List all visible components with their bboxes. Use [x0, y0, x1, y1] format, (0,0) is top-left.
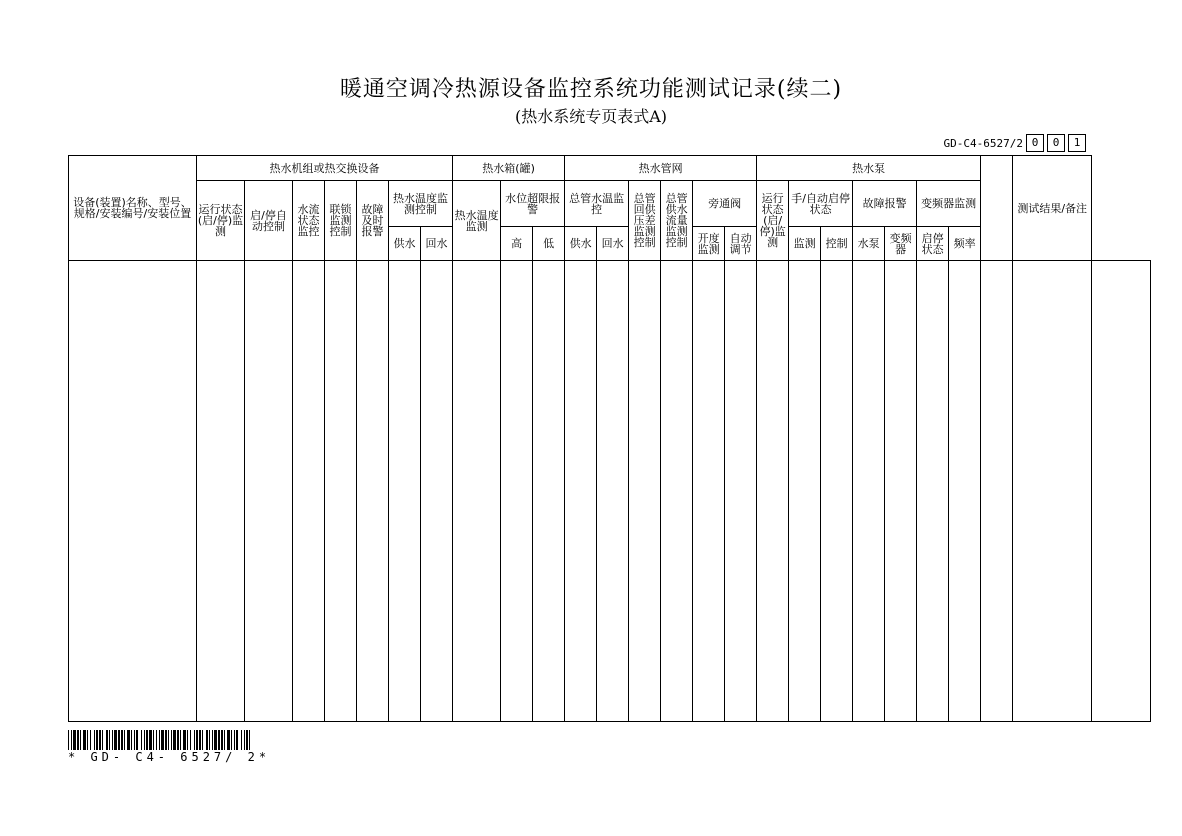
hu-interlock: 联锁监测控制	[325, 181, 357, 261]
body-cell[interactable]	[853, 261, 885, 722]
body-cell[interactable]	[245, 261, 293, 722]
body-cell[interactable]	[69, 261, 197, 722]
blank-column-header	[981, 156, 1013, 261]
pump-control: 控制	[821, 227, 853, 261]
pump-run-status: 运行状态(启/停)监测	[757, 181, 789, 261]
pipe-flow: 总管供水流量监测控制	[661, 181, 693, 261]
body-cell[interactable]	[389, 261, 421, 722]
body-cell[interactable]	[821, 261, 853, 722]
body-cell[interactable]	[693, 261, 725, 722]
page-box-1[interactable]: 0	[1026, 134, 1044, 152]
body-cell[interactable]	[1092, 261, 1151, 722]
body-cell[interactable]	[725, 261, 757, 722]
tank-low: 低	[533, 227, 565, 261]
body-cell[interactable]	[501, 261, 533, 722]
body-cell[interactable]	[325, 261, 357, 722]
fault-pump: 水泵	[853, 227, 885, 261]
tank-high: 高	[501, 227, 533, 261]
hu-water-flow: 水流状态监控	[293, 181, 325, 261]
barcode	[68, 730, 250, 750]
body-cell[interactable]	[981, 261, 1013, 722]
pipe-bypass: 旁通阀	[693, 181, 757, 227]
page-title: 暖通空调冷热源设备监控系统功能测试记录(续二)	[339, 77, 843, 102]
device-column-header: 设备(装置)名称、型号、规格/安装编号/安装位置	[69, 156, 197, 261]
body-cell[interactable]	[565, 261, 597, 722]
bypass-auto: 自动调节	[725, 227, 757, 261]
vfd-start-stop: 启停状态	[917, 227, 949, 261]
body-cell[interactable]	[453, 261, 501, 722]
pipe-pressure: 总管回供压差监测控制	[629, 181, 661, 261]
form-code: GD-C4-6527/2	[943, 136, 1023, 150]
result-column-header: 测试结果/备注	[1013, 156, 1092, 261]
body-cell[interactable]	[357, 261, 389, 722]
pump-vfd: 变频器监测	[917, 181, 981, 227]
body-cell[interactable]	[885, 261, 917, 722]
pipe-supply: 供水	[565, 227, 597, 261]
pump-monitor: 监测	[789, 227, 821, 261]
body-cell[interactable]	[597, 261, 629, 722]
group-tank: 热水箱(罐)	[453, 156, 565, 181]
body-cell[interactable]	[1013, 261, 1092, 722]
body-cell[interactable]	[421, 261, 453, 722]
pipe-return: 回水	[597, 227, 629, 261]
test-record-table	[68, 155, 1151, 722]
page-box-2[interactable]: 0	[1047, 134, 1065, 152]
group-pipe: 热水管网	[565, 156, 757, 181]
group-pump: 热水泵	[757, 156, 981, 181]
body-cell[interactable]	[757, 261, 789, 722]
body-cell[interactable]	[533, 261, 565, 722]
body-cell[interactable]	[949, 261, 981, 722]
page-subtitle: (热水系统专页表式A)	[514, 107, 668, 126]
hu-return: 回水	[421, 227, 453, 261]
group-heat-unit: 热水机组或热交换设备	[197, 156, 453, 181]
vfd-frequency: 频率	[949, 227, 981, 261]
body-cell[interactable]	[629, 261, 661, 722]
hu-supply: 供水	[389, 227, 421, 261]
fault-inverter: 变频器	[885, 227, 917, 261]
pump-manual-auto: 手/自动启停状态	[789, 181, 853, 227]
body-cell[interactable]	[293, 261, 325, 722]
hu-start-stop: 启/停自动控制	[245, 181, 293, 261]
body-cell[interactable]	[917, 261, 949, 722]
form-code-row	[944, 134, 1086, 152]
hu-fault: 故障及时报警	[357, 181, 389, 261]
tank-level: 水位超限报警	[501, 181, 565, 227]
body-cell[interactable]	[197, 261, 245, 722]
hu-temp: 热水温度监测控制	[389, 181, 453, 227]
body-cell[interactable]	[661, 261, 693, 722]
pump-fault: 故障报警	[853, 181, 917, 227]
table-body-row	[69, 261, 1151, 722]
pipe-main-temp: 总管水温监控	[565, 181, 629, 227]
barcode-text: * GD- C4- 6527/ 2*	[68, 750, 271, 764]
page-box-3[interactable]: 1	[1068, 134, 1086, 152]
hu-run-status: 运行状态(启/停)监测	[197, 181, 245, 261]
bypass-opening: 开度监测	[693, 227, 725, 261]
body-cell[interactable]	[789, 261, 821, 722]
tank-temp: 热水温度监测	[453, 181, 501, 261]
